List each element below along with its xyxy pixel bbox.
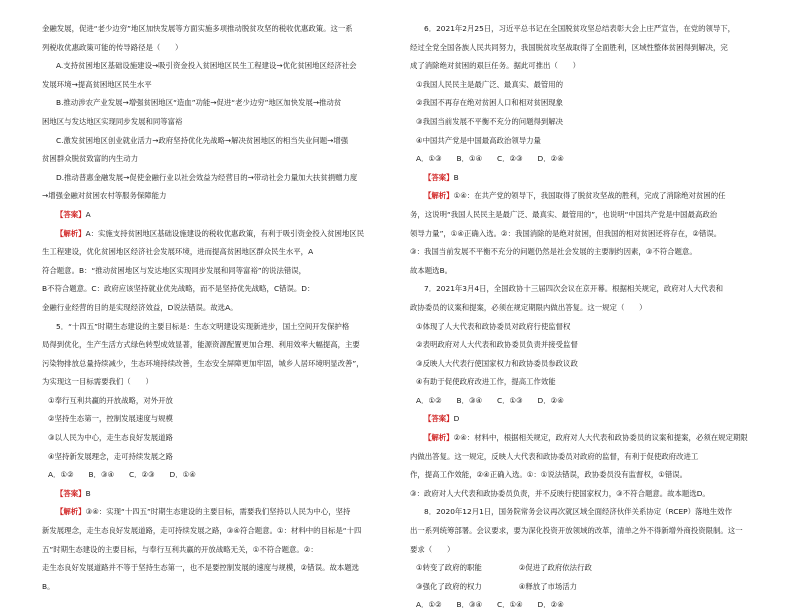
q6-explanation-line: ③：我国当前发展不平衡不充分的问题仍然是社会发展的主要制约因素，③不符合题意。 <box>410 247 697 257</box>
q8-stem-line: 8．2020年12月1日，国务院常务会议再次就区域全面经济伙伴关系协定（RCEP）落地生效作 <box>424 507 732 517</box>
q7-choice: ②表明政府对人大代表和政协委员负责并接受监督 <box>416 340 578 350</box>
q7-stem-line: 政协委员的议案和提案，必须在规定期限内做出答复。这一规定（ ） <box>410 302 647 312</box>
q7-explanation-line: ③：政府对人大代表和政协委员负责，并不反映行使国家权力，③不符合题意。故本题选D。 <box>410 488 710 498</box>
q5-explanation-line: 五”时期生态建设的主要目标，与奉行互利共赢的开放战略无关，①不符合题意。②： <box>42 544 318 554</box>
q4-explanation-line <box>42 225 384 244</box>
q4-explanation-line: 金融行业经营的目的是实现经济效益，D说法错误。故选A。 <box>42 302 238 312</box>
q5-choice: ③以人民为中心，走生态良好发展道路 <box>48 433 173 443</box>
q6-explanation-line <box>410 187 752 206</box>
q5-stem-line: 局得到优化，生产生活方式绿色转型成效显著，能源资源配置更加合理、利用效率大幅提高，主要 <box>42 340 360 350</box>
q6-explanation-line: 故本题选B。 <box>410 265 453 275</box>
answer-value: B <box>453 172 459 182</box>
q4-option-line: 发展环境→提高贫困地区民生水平 <box>42 79 152 89</box>
q5-explanation-line: 走生态良好发展道路并不等于坚持生态第一，也不是要控制发展的速度与规模，②错误。故本题选 <box>42 563 360 573</box>
answer-value: A <box>85 209 91 219</box>
explanation-label: 【解析】 <box>56 228 86 238</box>
q4-option-line: A.支持贫困地区基础设施建设→吸引资金投入贫困地区民生工程建设→优化贫困地区经济社会 <box>56 61 357 71</box>
q4-option-line: B.推动涉农产业发展→增强贫困地区“造血”功能→促进“老少边穷”地区加快发展→推动贫 <box>56 98 342 108</box>
explanation-text: ②④：材料中，根据相关规定，政府对人大代表和政协委员的议案和提案，必须在规定期限 <box>453 433 748 443</box>
q6-choice: ①我国人民民主是最广泛、最真实、最管用的 <box>416 79 564 89</box>
q6-explanation-line: 务，这说明“我国人民民主是最广泛、最真实、最管用的”，也说明“中国共产党是中国最高政治 <box>410 209 718 219</box>
q4-option-line: D.推动普惠金融发展→促使金融行业以社会效益为经营目的→带动社会力量加大扶贫捐赠力度 <box>56 172 358 182</box>
q4-option-line: 贫困群众脱贫致富的内生动力 <box>42 154 139 164</box>
q5-stem-line: 污染物排放总量持续减少，生态环境持续改善，生态安全屏障更加牢固，城乡人居环境明显改善”， <box>42 358 364 368</box>
answer-value: D <box>453 414 460 424</box>
q5-choice: ②坚持生态第一，控制发展速度与规模 <box>48 414 173 424</box>
q8-stem-line: 出一系列统筹部署。会议要求，要为深化投资开放领域的改革，清单之外不得新增外商投资限制。这一 <box>410 526 743 536</box>
q7-explanation-line: 内做出答复。这一规定，反映人大代表和政协委员对政府的监督，有利于促使政府改进工 <box>410 451 699 461</box>
q5-explanation-line <box>42 503 384 522</box>
q7-explanation-line: 作，提高工作效能，②④正确入选。①：①说法错误，政协委员没有监督权，①错误。 <box>410 470 688 480</box>
q6-choice: ②我国不再存在绝对贫困人口和相对贫困现象 <box>416 98 564 108</box>
q7-choice: ③反映人大代表行使国家权力和政协委员参政议政 <box>416 358 578 368</box>
q5-options-line: A．①② B．③④ C．②③ D．①④ <box>48 470 196 480</box>
q6-answer <box>410 169 752 188</box>
q7-explanation-line <box>410 429 752 448</box>
explanation-label: 【解析】 <box>56 507 86 517</box>
explanation-text: ③④：实现“十四五”时期生态建设的主要目标，需要我们坚持以人民为中心，坚持 <box>85 507 351 517</box>
q8-choice: ③强化了政府的权力 ④释放了市场活力 <box>416 581 578 591</box>
q4-stem-line: 列税收优惠政策可能的传导路径是（ ） <box>42 42 183 52</box>
q6-choice: ③我国当前发展不平衡不充分的问题得到解决 <box>416 116 564 126</box>
q5-stem-line: 为实现这一目标需要我们（ ） <box>42 377 153 387</box>
q6-explanation-line: 领导力量”，①④正确入选。②：我国消除的是绝对贫困，但我国的相对贫困还将存在，②错误。 <box>410 228 722 238</box>
q4-explanation-line: 生工程建设，优化贫困地区经济社会发展环境，进而提高贫困地区群众民生水平，A <box>42 247 314 257</box>
q8-options-line: A．①② B．③④ C．①④ D．②④ <box>416 600 564 610</box>
q6-stem-line: 成了消除绝对贫困的艰巨任务。据此可推出（ ） <box>410 61 580 71</box>
q6-choice: ④中国共产党是中国最高政治领导力量 <box>416 135 541 145</box>
q5-explanation-line: 新发展理念，走生态良好发展道路，走可持续发展之路，③④符合题意。①：材料中的目标是“十四 <box>42 526 362 536</box>
q6-options-line: A．①③ B．①④ C．②③ D．②④ <box>416 154 564 164</box>
q7-choice: ①体现了人大代表和政协委员对政府行使监督权 <box>416 321 571 331</box>
q7-stem-line: 7．2021年3月4日，全国政协十三届四次会议在京开幕。根据相关规定，政府对人大代表和 <box>424 284 723 294</box>
q6-stem-line: 6．2021年2月25日，习近平总书记在全国脱贫攻坚总结表彰大会上庄严宣告，在党的领导下， <box>424 24 736 33</box>
q4-explanation-line: B不符合题意。C：政府应该坚持就业优先战略，而不是坚持优先战略，C错误。D： <box>42 284 315 294</box>
q5-choice: ④坚持新发展理念，走可持续发展之路 <box>48 451 173 461</box>
q4-explanation-line: 符合题意。B：“推动贫困地区与发达地区实现同步发展和同等富裕”的说法错误， <box>42 265 307 275</box>
explanation-label: 【解析】 <box>424 433 454 443</box>
q7-options-line: A．①② B．③④ C．①③ D．②④ <box>416 395 564 405</box>
right-column <box>410 20 752 615</box>
q4-stem-line: 金融发展，促进“老少边穷”地区加快发展等方面实施多项推动脱贫攻坚的税收优惠政策。这一系 <box>42 24 353 33</box>
q6-stem-line: 经过全党全国各族人民共同努力，我国脱贫攻坚战取得了全面胜利，区域性整体贫困得到解决，完 <box>410 42 728 52</box>
answer-label: 【答案】 <box>56 488 86 498</box>
q4-option-line: C.激发贫困地区创业就业活力→政府坚持优化先战略→解决贫困地区的相当失业问题→增强 <box>56 135 349 145</box>
answer-value: B <box>85 488 91 498</box>
q4-option-line: 困地区与发达地区实现同步发展和同等富裕 <box>42 116 183 126</box>
q5-explanation-line: B。 <box>42 581 55 591</box>
q8-stem-line: 要求（ ） <box>410 544 455 554</box>
answer-label: 【答案】 <box>56 209 86 219</box>
answer-label: 【答案】 <box>424 172 454 182</box>
q7-answer <box>410 410 752 429</box>
q5-stem-line: 5．“十四五”时期生态建设的主要目标是：生态文明建设实现新进步，国土空间开发保护格 <box>56 321 350 331</box>
q4-answer <box>42 206 384 225</box>
answer-label: 【答案】 <box>424 414 454 424</box>
explanation-text: A：实施支持贫困地区基础设施建设的税收优惠政策，有利于吸引资金投入贫困地区民 <box>85 228 365 238</box>
q5-choice: ①奉行互利共赢的开放战略，对外开放 <box>48 395 173 405</box>
q4-option-line: →增强金融对贫困农村等服务保障能力 <box>42 191 167 201</box>
q8-choice: ①转变了政府的职能 ②促进了政府依法行政 <box>416 563 592 573</box>
q5-answer <box>42 485 384 504</box>
left-column <box>42 20 384 596</box>
q7-choice: ④有助于促使政府改进工作，提高工作效能 <box>416 377 556 387</box>
explanation-label: 【解析】 <box>424 191 454 201</box>
explanation-text: ①④：在共产党的领导下，我国取得了脱贫攻坚战的胜利，完成了消除绝对贫困的任 <box>453 191 726 201</box>
